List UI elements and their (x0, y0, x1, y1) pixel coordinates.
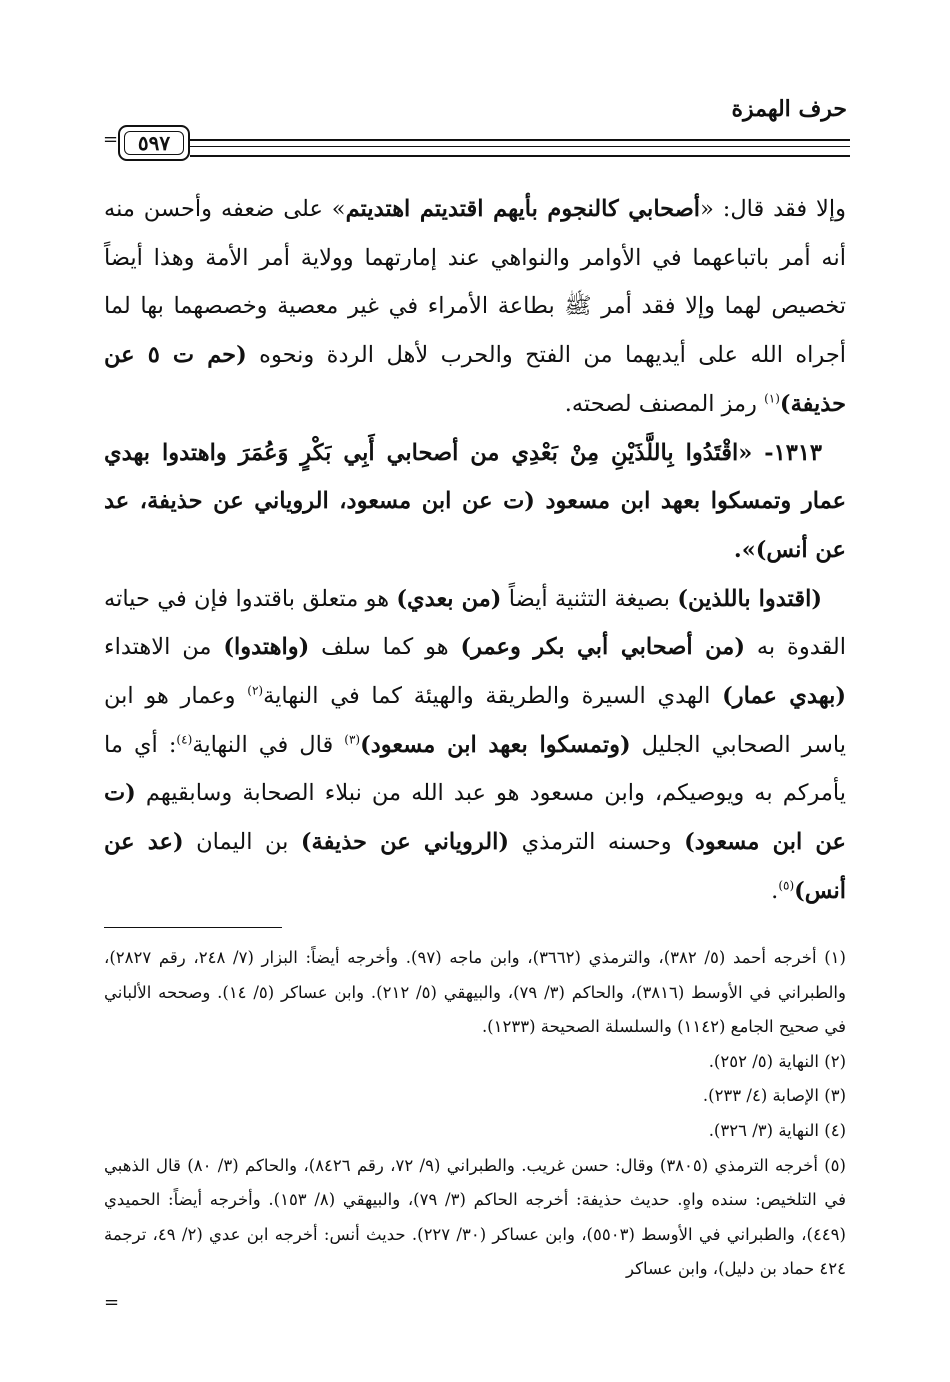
quoted-hadith: أصحابي كالنجوم بأيهم اقتديتم اهتديتم (345, 196, 701, 222)
continuation-mark: = (104, 1292, 120, 1313)
text-run: وعمار هو ابن ياسر الصحابي الجليل (104, 683, 846, 758)
footnote-ref: (٣) (344, 732, 361, 747)
text-run: رمز المصنف لصحته. (564, 390, 765, 417)
footnote-ref: (٥) (778, 878, 795, 893)
lemma: (وتمسكوا بعهد ابن مسعود) (360, 731, 631, 758)
lemma: (واهتدوا) (223, 634, 310, 661)
lemma: (اقتدوا باللذين) (677, 585, 822, 612)
footnote-ref: (٤) (176, 732, 193, 747)
text-run: من الاهتداء (104, 634, 224, 661)
header-rule (190, 139, 850, 157)
chapter-title: حرف الهمزة (731, 96, 847, 122)
lemma: (بهدي عمار) (722, 683, 846, 710)
text-run: . (771, 877, 779, 904)
text-run: الهدي السيرة والطريقة والهيئة كما في النهاية (263, 683, 723, 710)
footnotes (104, 941, 846, 1287)
page-number-mark: = (103, 129, 119, 150)
text-run: هو كما سلف (309, 634, 461, 661)
footnote-3: (٣) الإصابة (٤/ ٢٣٣). (702, 1086, 846, 1106)
commentary-paragraph-1 (104, 185, 846, 429)
hadith-entry: ١٣١٣- «اقْتَدُوا بِاللَّذَيْنِ مِنْ بَعْدِي من أصحابي أَبِي بَكْرٍ وَعُمَرَ واهتدوا بهدي عمار وتمسكوا بعهد ابن مسعود (ت عن ابن مسعود، الروياني عن حذيفة، عد عن أنس)». (104, 439, 846, 563)
page-number-frame (118, 125, 190, 161)
text-run: وحسنه الترمذي (509, 829, 685, 856)
footnote-1: (١) أخرجه أحمد (٥/ ٣٨٢)، والترمذي (٣٦٦٢)، وابن ماجه (٩٧). وأخرجه أيضاً: البزار (٧/ ٢٤٨، رقم ٢٨٢٧)، والطبراني في الأوسط (٣٨١٦)، والحاكم (٣/ ٧٩)، والبيهقي (٥/ ٢١٢). وابن عساكر (٥/ ١٤). وصححه الألباني في صحيح الجامع (١١٤٢) والسلسلة الصحيحة (١٢٣٣). (104, 948, 846, 1037)
text-run: بصيغة التثنية أيضاً (501, 585, 678, 612)
footnote-ref: (١) (764, 391, 780, 406)
lemma: (عد عن أنس) (104, 829, 846, 904)
main-text (104, 185, 846, 916)
text-run: وإلا فقد قال: « (700, 196, 846, 222)
lemma: (ت عن ابن مسعود) (104, 780, 846, 856)
source-code: (حم ت ٥ عن حذيفة) (104, 342, 846, 417)
text-run: » على ضعفه وأحسن منه أنه أمر باتباعهما في الأوامر والنواهي عند إمارتهما وولاية أمر الأمة وهذا أيضاً تخصيص لهما وإلا فقد أمر ﷺ بطاعة الأمراء في غير معصية وخصصهما بها لما أجراه الله على أيديهما من الفتح والحرب لأهل الردة ونحوه (104, 196, 847, 369)
footnote-2: (٢) النهاية (٥/ ٢٥٢). (708, 1051, 846, 1071)
text-run: بن اليمان (183, 829, 301, 856)
footnote-5: (٥) أخرجه الترمذي (٣٨٠٥) وقال: حسن غريب. والطبراني (٩/ ٧٢، رقم ٨٤٢٦)، والحاكم (٣/ ٨٠) قال الذهبي في التلخيص: سنده واهٍ. حديث حذيفة: أخرجه الحاكم (٣/ ٧٩)، والبيهقي (٨/ ١٥٣). وأخرجه أيضاً: الحميدي (٤٤٩)، والطبراني في الأوسط (٥٥٠٣)، وابن عساكر (٣٠/ ٢٢٧). حديث أنس: أخرجه ابن عدي (٢/ ٤٩، ترجمة ٤٢٤ حماد بن دليل)، وابن عساكر (104, 1155, 846, 1279)
text-run: : أي ما يأمركم به ويوصيكم، وابن مسعود هو عبد الله من نبلاء الصحابة وسابقيهم (104, 731, 846, 807)
text-run: هو متعلق باقتدوا فإن في حياته القدوة به (104, 585, 846, 661)
page-number: ٥٩٧ (124, 131, 184, 155)
lemma: (من بعدي) (396, 585, 502, 612)
footnote-ref: (٢) (247, 683, 264, 698)
text-run: قال في النهاية (192, 731, 345, 758)
footnote-separator (104, 927, 282, 928)
lemma: (من أصحابي أبي بكر وعمر) (460, 634, 745, 661)
lemma: (الروياني عن حذيفة) (300, 829, 510, 856)
commentary-paragraph-2 (104, 575, 846, 916)
footnote-4: (٤) النهاية (٣/ ٣٢٦). (708, 1120, 846, 1140)
